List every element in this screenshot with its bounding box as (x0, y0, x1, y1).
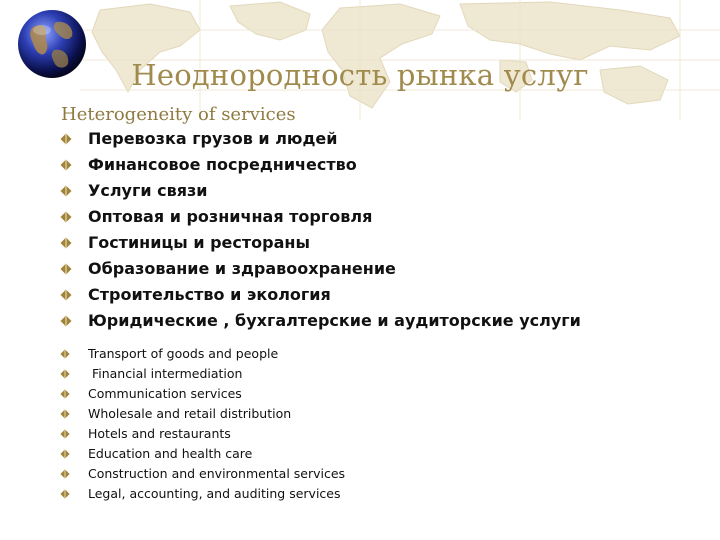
diamond-bullet-icon (60, 237, 72, 249)
diamond-bullet-icon (60, 389, 70, 399)
list-item (60, 344, 345, 364)
list-item (60, 178, 581, 204)
list-item (60, 152, 581, 178)
diamond-bullet-icon (60, 211, 72, 223)
list-item (60, 256, 581, 282)
list-item (60, 484, 345, 504)
bullet-list-en (60, 344, 345, 504)
diamond-bullet-icon (60, 489, 70, 499)
bullet-list-ru (60, 126, 581, 334)
list-item (60, 230, 581, 256)
list-item-text: Legal, accounting, and auditing services (88, 486, 341, 501)
list-item (60, 404, 345, 424)
list-item-text: Wholesale and retail distribution (88, 406, 292, 421)
list-item (60, 308, 581, 334)
list-item-text: Transport of goods and people (88, 346, 279, 361)
list-item (60, 282, 581, 308)
list-item (60, 126, 581, 152)
diamond-bullet-icon (60, 369, 70, 379)
diamond-bullet-icon (60, 133, 72, 145)
diamond-bullet-icon (60, 469, 70, 479)
diamond-bullet-icon (60, 159, 72, 171)
list-item (60, 204, 581, 230)
diamond-bullet-icon (60, 429, 70, 439)
list-item-text: Юридические , бухгалтерские и аудиторские услуги (88, 311, 581, 330)
diamond-bullet-icon (60, 185, 72, 197)
list-item (60, 444, 345, 464)
list-item-text: Строительство и экология (88, 285, 331, 304)
diamond-bullet-icon (60, 263, 72, 275)
list-item (60, 464, 345, 484)
diamond-bullet-icon (60, 449, 70, 459)
list-item (60, 384, 345, 404)
list-item-text: Гостиницы и рестораны (88, 233, 310, 252)
list-item-text: Финансовое посредничество (88, 155, 357, 174)
diamond-bullet-icon (60, 409, 70, 419)
list-item-text: Communication services (88, 386, 242, 401)
list-item-text: Услуги связи (88, 181, 208, 200)
list-item (60, 364, 345, 384)
slide-subtitle: Heterogeneity of services (61, 104, 296, 125)
list-item-text: Construction and environmental services (88, 466, 346, 481)
list-item (60, 424, 345, 444)
diamond-bullet-icon (60, 349, 70, 359)
slide-title: Неоднородность рынка услуг (131, 58, 589, 92)
list-item-text: Перевозка грузов и людей (88, 129, 338, 148)
list-item-text: Hotels and restaurants (88, 426, 231, 441)
diamond-bullet-icon (60, 315, 72, 327)
list-item-text: Образование и здравоохранение (88, 259, 396, 278)
list-item-text: Education and health care (88, 446, 253, 461)
list-item-text: Financial intermediation (88, 366, 243, 381)
list-item-text: Оптовая и розничная торговля (88, 207, 373, 226)
diamond-bullet-icon (60, 289, 72, 301)
